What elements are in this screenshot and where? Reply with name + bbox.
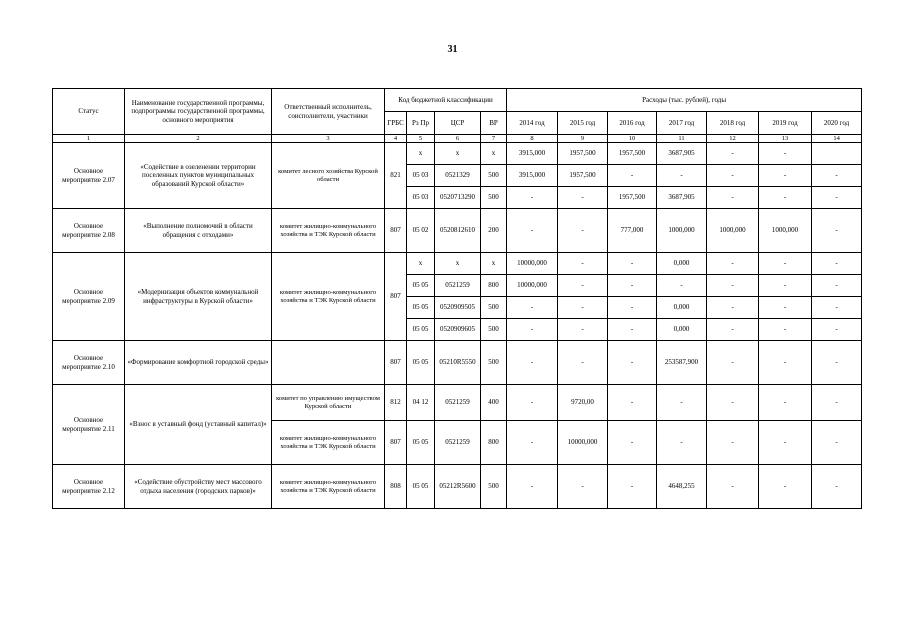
measure-name: «Взнос в уставный фонд (уставный капитал)» xyxy=(125,385,272,465)
year-value: - xyxy=(812,341,862,385)
column-number: 2 xyxy=(125,135,272,143)
year-value: - xyxy=(608,385,657,421)
year-value: - xyxy=(558,465,608,509)
year-value: - xyxy=(507,341,558,385)
year-value xyxy=(812,143,862,165)
year-value: 3687,905 xyxy=(657,187,707,209)
table-row xyxy=(53,465,862,509)
year-value: - xyxy=(707,465,759,509)
year-value: 1000,000 xyxy=(657,209,707,253)
year-value: - xyxy=(812,465,862,509)
header-vr: ВР xyxy=(481,112,507,135)
year-value: - xyxy=(657,275,707,297)
column-number: 8 xyxy=(507,135,558,143)
year-value: 0,000 xyxy=(657,253,707,275)
year-value: - xyxy=(608,253,657,275)
executor: комитет жилищно-коммунального хозяйства и ТЭК Курской области xyxy=(272,209,385,253)
rzpr-code: 05 05 xyxy=(407,297,435,319)
measure-name: «Содействие обустройству мест массового отдыха населения (городских парков)» xyxy=(125,465,272,509)
year-value: - xyxy=(759,297,812,319)
csr-code: 0521259 xyxy=(435,385,481,421)
year-value: - xyxy=(759,143,812,165)
year-value: - xyxy=(707,421,759,465)
column-number: 5 xyxy=(407,135,435,143)
rzpr-code: х xyxy=(407,253,435,275)
rzpr-code: 05 02 xyxy=(407,209,435,253)
grbs-code: 807 xyxy=(385,341,407,385)
year-value: - xyxy=(608,165,657,187)
measure-name: «Формирование комфортной городской среды» xyxy=(125,341,272,385)
column-number: 10 xyxy=(608,135,657,143)
year-value: - xyxy=(707,165,759,187)
header-executor: Ответственный исполнитель, соисполнители, участники xyxy=(272,89,385,135)
year-value: - xyxy=(707,385,759,421)
year-value: 1000,000 xyxy=(707,209,759,253)
measure-name: «Выполнение полномочий в области обращения с отходами» xyxy=(125,209,272,253)
year-value: 0,000 xyxy=(657,297,707,319)
year-value: - xyxy=(558,297,608,319)
rzpr-code: 05 03 xyxy=(407,165,435,187)
column-number: 9 xyxy=(558,135,608,143)
column-number: 3 xyxy=(272,135,385,143)
year-value: 10000,000 xyxy=(507,253,558,275)
grbs-code: 807 xyxy=(385,421,407,465)
vr-code: 500 xyxy=(481,297,507,319)
budget-table xyxy=(52,88,862,509)
vr-code: 500 xyxy=(481,341,507,385)
year-value: 253587,900 xyxy=(657,341,707,385)
measure-name: «Модернизация объектов коммунальной инфраструктуры в Курской области» xyxy=(125,253,272,341)
vr-code: 800 xyxy=(481,421,507,465)
measure-name: «Содействие в озеленении территории поселенных пунктов муниципальных образований Курской области» xyxy=(125,143,272,209)
csr-code: 0520713290 xyxy=(435,187,481,209)
header-csr: ЦСР xyxy=(435,112,481,135)
year-value: - xyxy=(812,253,862,275)
measure-status: Основное мероприятие 2.09 xyxy=(53,253,125,341)
year-value: - xyxy=(707,143,759,165)
year-value: - xyxy=(812,297,862,319)
rzpr-code: 05 05 xyxy=(407,319,435,341)
year-value: - xyxy=(507,421,558,465)
header-year: 2019 год xyxy=(759,112,812,135)
rzpr-code: 05 05 xyxy=(407,421,435,465)
measure-status: Основное мероприятие 2.12 xyxy=(53,465,125,509)
year-value: - xyxy=(558,209,608,253)
executor: комитет лесного хозяйства Курской области xyxy=(272,143,385,209)
year-value: - xyxy=(657,165,707,187)
year-value: 1957,500 xyxy=(608,143,657,165)
header-year: 2015 год xyxy=(558,112,608,135)
column-number: 1 xyxy=(53,135,125,143)
rzpr-code: 05 03 xyxy=(407,187,435,209)
year-value: - xyxy=(707,341,759,385)
csr-code: 05212R5600 xyxy=(435,465,481,509)
rzpr-code: 05 05 xyxy=(407,275,435,297)
table-row xyxy=(53,209,862,253)
year-value: - xyxy=(812,385,862,421)
grbs-code: 821 xyxy=(385,143,407,209)
vr-code: 500 xyxy=(481,319,507,341)
header-rzpr: Рз Пр xyxy=(407,112,435,135)
header-name: Наименование государственной программы, подпрограммы государственной программы, основного мероприятия xyxy=(125,89,272,135)
year-value: - xyxy=(707,275,759,297)
measure-status: Основное мероприятие 2.07 xyxy=(53,143,125,209)
csr-code: 0520909505 xyxy=(435,297,481,319)
grbs-code: 807 xyxy=(385,253,407,341)
grbs-code: 808 xyxy=(385,465,407,509)
year-value: - xyxy=(707,187,759,209)
column-number: 14 xyxy=(812,135,862,143)
executor: комитет по управлению имуществом Курской области xyxy=(272,385,385,421)
year-value: - xyxy=(759,385,812,421)
header-status: Статус xyxy=(53,89,125,135)
year-value: - xyxy=(759,165,812,187)
measure-status: Основное мероприятие 2.08 xyxy=(53,209,125,253)
rzpr-code: х xyxy=(407,143,435,165)
year-value: - xyxy=(507,187,558,209)
year-value: 1957,500 xyxy=(608,187,657,209)
year-value: - xyxy=(657,385,707,421)
csr-code: 0520909605 xyxy=(435,319,481,341)
executor: комитет жилищно-коммунального хозяйства и ТЭК Курской области xyxy=(272,421,385,465)
table-row xyxy=(53,341,862,385)
header-row-1 xyxy=(53,89,862,112)
year-value: - xyxy=(759,421,812,465)
table-row xyxy=(53,385,862,421)
column-number: 7 xyxy=(481,135,507,143)
vr-code: х xyxy=(481,143,507,165)
vr-code: 400 xyxy=(481,385,507,421)
year-value: - xyxy=(759,341,812,385)
csr-code: х xyxy=(435,143,481,165)
measure-status: Основное мероприятие 2.11 xyxy=(53,385,125,465)
year-value: - xyxy=(707,253,759,275)
year-value: - xyxy=(812,165,862,187)
year-value: - xyxy=(558,253,608,275)
year-value: - xyxy=(707,297,759,319)
year-value: 1957,500 xyxy=(558,165,608,187)
year-value: 1000,000 xyxy=(759,209,812,253)
header-grbs: ГРБС xyxy=(385,112,407,135)
year-value: - xyxy=(812,275,862,297)
year-value: 0,000 xyxy=(657,319,707,341)
year-value: - xyxy=(608,275,657,297)
header-year: 2020 год xyxy=(812,112,862,135)
column-number: 4 xyxy=(385,135,407,143)
year-value: - xyxy=(558,275,608,297)
vr-code: 500 xyxy=(481,465,507,509)
header-year: 2018 год xyxy=(707,112,759,135)
year-value: - xyxy=(608,341,657,385)
year-value: 3915,000 xyxy=(507,165,558,187)
year-value: - xyxy=(759,187,812,209)
executor xyxy=(272,341,385,385)
year-value: 777,000 xyxy=(608,209,657,253)
year-value: - xyxy=(608,297,657,319)
year-value: 3687,905 xyxy=(657,143,707,165)
csr-code: 0520812610 xyxy=(435,209,481,253)
year-value: - xyxy=(707,319,759,341)
year-value: - xyxy=(812,421,862,465)
year-value: - xyxy=(759,253,812,275)
year-value: 4648,255 xyxy=(657,465,707,509)
year-value: - xyxy=(558,341,608,385)
vr-code: 500 xyxy=(481,187,507,209)
csr-code: х xyxy=(435,253,481,275)
year-value: - xyxy=(558,319,608,341)
year-value: - xyxy=(608,319,657,341)
csr-code: 05210R5550 xyxy=(435,341,481,385)
year-value: 9720,00 xyxy=(558,385,608,421)
csr-code: 0521259 xyxy=(435,421,481,465)
year-value: - xyxy=(608,421,657,465)
year-value: 3915,000 xyxy=(507,143,558,165)
year-value: - xyxy=(507,465,558,509)
year-value: - xyxy=(507,319,558,341)
table-row xyxy=(53,253,862,275)
year-value: - xyxy=(507,209,558,253)
rzpr-code: 04 12 xyxy=(407,385,435,421)
table-row xyxy=(53,143,862,165)
header-year: 2016 год xyxy=(608,112,657,135)
year-value: - xyxy=(507,297,558,319)
column-number: 13 xyxy=(759,135,812,143)
year-value: - xyxy=(657,421,707,465)
grbs-code: 812 xyxy=(385,385,407,421)
column-number: 12 xyxy=(707,135,759,143)
vr-code: 200 xyxy=(481,209,507,253)
year-value: 10000,000 xyxy=(558,421,608,465)
page-number: 31 xyxy=(447,44,458,55)
rzpr-code: 05 05 xyxy=(407,341,435,385)
year-value: - xyxy=(608,465,657,509)
year-value: - xyxy=(812,319,862,341)
csr-code: 0521259 xyxy=(435,275,481,297)
header-budget-code: Код бюджетной классификации xyxy=(385,89,507,112)
header-year: 2017 год xyxy=(657,112,707,135)
executor: комитет жилищно-коммунального хозяйства и ТЭК Курской области xyxy=(272,253,385,341)
measure-status: Основное мероприятие 2.10 xyxy=(53,341,125,385)
year-value: 1957,500 xyxy=(558,143,608,165)
year-value: - xyxy=(812,187,862,209)
year-value: - xyxy=(812,209,862,253)
executor: комитет жилищно-коммунального хозяйства и ТЭК Курской области xyxy=(272,465,385,509)
year-value: 10000,000 xyxy=(507,275,558,297)
vr-code: 800 xyxy=(481,275,507,297)
year-value: - xyxy=(759,275,812,297)
year-value: - xyxy=(507,385,558,421)
rzpr-code: 05 05 xyxy=(407,465,435,509)
year-value: - xyxy=(759,465,812,509)
year-value: - xyxy=(759,319,812,341)
column-number: 6 xyxy=(435,135,481,143)
header-expenses: Расходы (тыс. рублей), годы xyxy=(507,89,862,112)
column-number: 11 xyxy=(657,135,707,143)
vr-code: 500 xyxy=(481,165,507,187)
grbs-code: 807 xyxy=(385,209,407,253)
column-number-row xyxy=(53,135,862,143)
vr-code: х xyxy=(481,253,507,275)
year-value: - xyxy=(558,187,608,209)
csr-code: 0521329 xyxy=(435,165,481,187)
header-year: 2014 год xyxy=(507,112,558,135)
